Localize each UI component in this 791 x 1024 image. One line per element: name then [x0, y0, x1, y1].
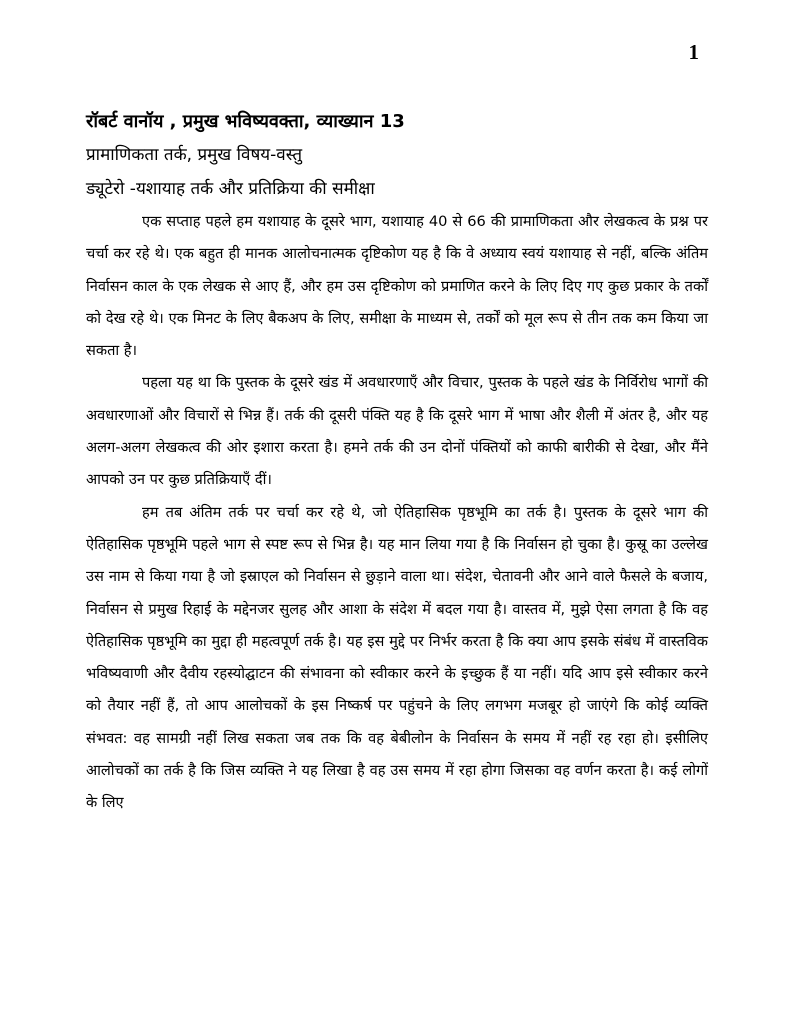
document-subtitle-review: ड्यूटेरो -यशायाह तर्क और प्रतिक्रिया की समीक्षा	[86, 179, 375, 199]
document-title: रॉबर्ट वानॉय , प्रमुख भविष्यवक्ता, व्याख्यान 13	[86, 111, 405, 132]
document-subtitle-topic: प्रामाणिकता तर्क, प्रमुख विषय-वस्तु	[86, 145, 303, 165]
page-number: 1	[688, 40, 699, 64]
paragraph-3: हम तब अंतिम तर्क पर चर्चा कर रहे थे, जो ऐतिहासिक पृष्ठभूमि का तर्क है। पुस्तक के दूसरे भाग की ऐतिहासिक पृष्ठभूमि पहले भाग से स्पष्ट रूप से भिन्न है। यह मान लिया गया है कि निर्वासन हो चुका है। कुस्रू का उल्लेख उस नाम से किया गया है जो इस्राएल को निर्वासन से छुड़ाने वाला था। संदेश, चेतावनी और आने वाले फैसले के बजाय, निर्वासन से प्रमुख रिहाई के मद्देनजर सुलह और आशा के संदेश में बदल गया है। वास्तव में, मुझे ऐसा लगता है कि वह ऐतिहासिक पृष्ठभूमि का मुद्दा ही महत्वपूर्ण तर्क है। यह इस मुद्दे पर निर्भर करता है कि क्या आप इसके संबंध में वास्तविक भविष्यवाणी और दैवीय रहस्योद्घाटन की संभावना को स्वीकार करने के इच्छुक हैं या नहीं। यदि आप इसे स्वीकार करने को तैयार नहीं हैं, तो आप आलोचकों के इस निष्कर्ष पर पहुंचने के लिए लगभग मजबूर हो जाएंगे कि कोई व्यक्ति संभवत: वह सामग्री नहीं लिख सकता जब तक कि वह बेबीलोन के निर्वासन के समय में नहीं रह रहा हो। इसीलिए आलोचकों का तर्क है कि जिस व्यक्ति ने यह लिखा है वह उस समय में रहा होगा जिसका वह वर्णन करता है। कई लोगों के लिए	[86, 503, 708, 812]
paragraph-2: पहला यह था कि पुस्तक के दूसरे खंड में अवधारणाएँ और विचार, पुस्तक के पहले खंड के निर्विरोध भागों की अवधारणाओं और विचारों से भिन्न हैं। तर्क की दूसरी पंक्ति यह है कि दूसरे भाग में भाषा और शैली में अंतर है, और यह अलग-अलग लेखकत्व की ओर इशारा करता है। हमने तर्क की उन दोनों पंक्तियों को काफी बारीकी से देखा, और मैंने आपको उन पर कुछ प्रतिक्रियाएँ दीं।	[86, 374, 708, 489]
document-body	[86, 106, 708, 820]
paragraph-1: एक सप्ताह पहले हम यशायाह के दूसरे भाग, यशायाह 40 से 66 की प्रामाणिकता और लेखकत्व के प्रश्न पर चर्चा कर रहे थे। एक बहुत ही मानक आलोचनात्मक दृष्टिकोण यह है कि वे अध्याय स्वयं यशायाह से नहीं, बल्कि अंतिम निर्वासन काल के एक लेखक से आए हैं, और हम उस दृष्टिकोण को प्रमाणित करने के लिए दिए गए कुछ प्रकार के तर्कों को देख रहे थे। एक मिनट के लिए बैकअप के लिए, समीक्षा के माध्यम से, तर्कों को मूल रूप से तीन तक कम किया जा सकता है।	[86, 213, 708, 360]
